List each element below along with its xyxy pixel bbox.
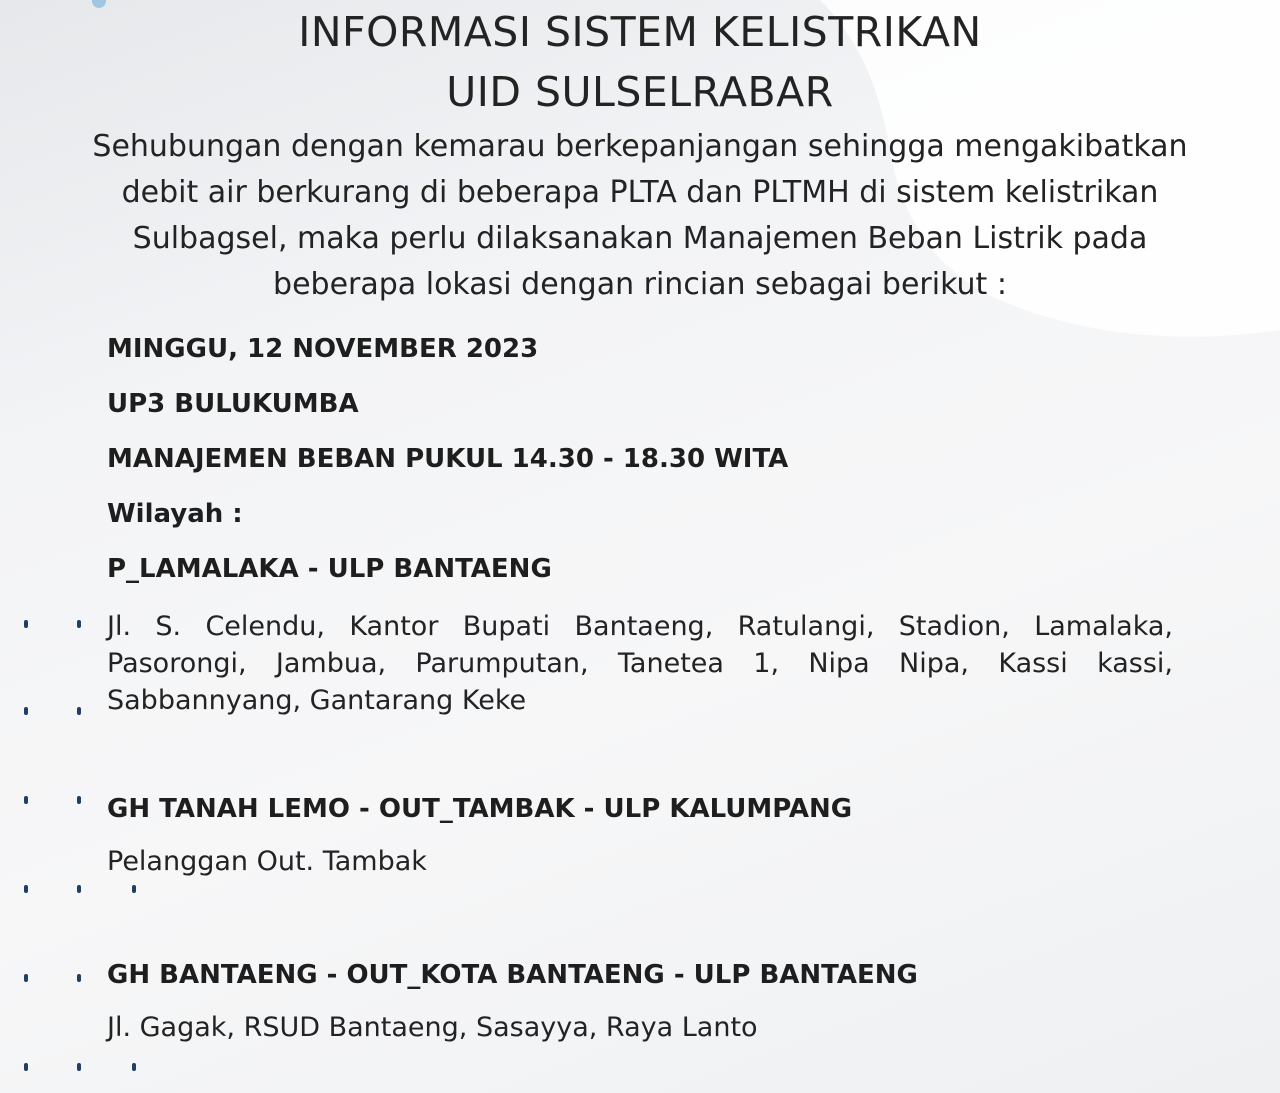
bullet-dot bbox=[77, 620, 81, 628]
intro-line: debit air berkurang di beberapa PLTA dan PLTMH di sistem kelistrikan bbox=[121, 175, 1159, 210]
bullet-dot bbox=[24, 974, 28, 982]
document-title-line-1: INFORMASI SISTEM KELISTRIKAN bbox=[298, 8, 982, 56]
intro-line: Sulbagsel, maka perlu dilaksanakan Manajemen Beban Listrik pada bbox=[132, 221, 1148, 256]
area-title-bantaeng: GH BANTAENG - OUT_KOTA BANTAENG - ULP BANTAENG bbox=[107, 960, 918, 990]
area-title-lamalaka: P_LAMALAKA - ULP BANTAENG bbox=[107, 554, 552, 584]
area-text-bantaeng: Jl. Gagak, RSUD Bantaeng, Sasayya, Raya Lanto bbox=[107, 1012, 758, 1043]
intro-line: beberapa lokasi dengan rincian sebagai berikut : bbox=[273, 267, 1007, 302]
area-title-tanah-lemo: GH TANAH LEMO - OUT_TAMBAK - ULP KALUMPANG bbox=[107, 794, 853, 824]
bullet-dot bbox=[24, 885, 28, 893]
bullet-dot bbox=[77, 885, 81, 893]
schedule-date: MINGGU, 12 NOVEMBER 2023 bbox=[107, 334, 539, 364]
bullet-dot bbox=[24, 796, 28, 804]
bullet-dot bbox=[24, 707, 28, 715]
wilayah-label: Wilayah : bbox=[107, 499, 243, 529]
bullet-dot bbox=[24, 620, 28, 628]
bullet-dot bbox=[132, 885, 136, 893]
bullet-dot bbox=[77, 974, 81, 982]
bullet-dot bbox=[77, 707, 81, 715]
bullet-dot bbox=[77, 796, 81, 804]
schedule-time: MANAJEMEN BEBAN PUKUL 14.30 - 18.30 WITA bbox=[107, 444, 789, 474]
bullet-dot bbox=[132, 1063, 136, 1071]
bullet-dot bbox=[24, 1063, 28, 1071]
area-text-tanah-lemo: Pelanggan Out. Tambak bbox=[107, 846, 427, 877]
intro-line: Sehubungan dengan kemarau berkepanjangan sehingga mengakibatkan bbox=[92, 129, 1188, 164]
document-title-line-2: UID SULSELRABAR bbox=[446, 68, 834, 116]
area-text-lamalaka: Jl. S. Celendu, Kantor Bupati Bantaeng, Ratulangi, Stadion, Lamalaka, Pasorongi, Jambua, Parumputan, Tanetea 1, Nipa Nipa, Kassi kassi, Sabbannyang, Gantarang Keke bbox=[107, 611, 1173, 716]
schedule-unit: UP3 BULUKUMBA bbox=[107, 389, 359, 419]
bullet-dot bbox=[77, 1063, 81, 1071]
intro-paragraph bbox=[80, 124, 1200, 308]
